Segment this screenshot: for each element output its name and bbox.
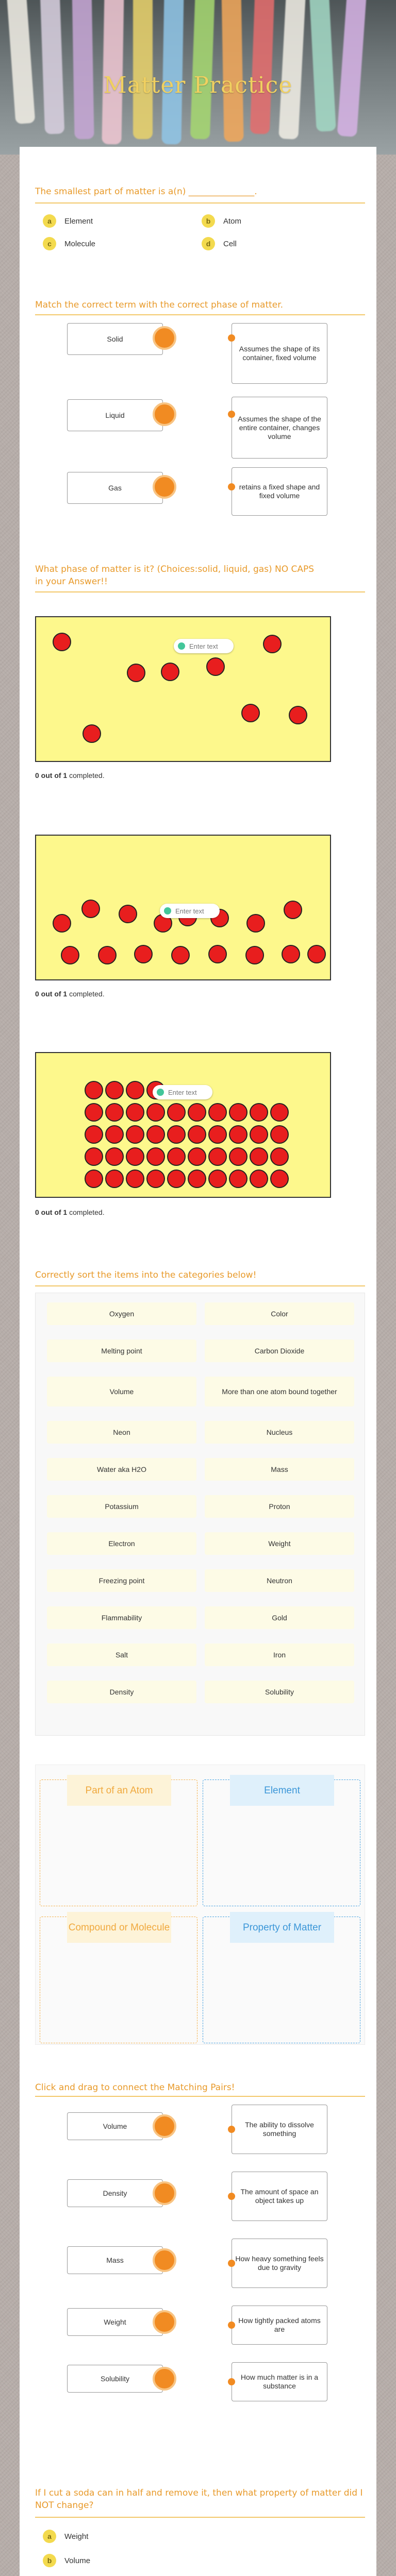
particle [85, 1147, 103, 1166]
divider [35, 1285, 365, 1286]
particle [53, 633, 71, 651]
chalk-image [278, 0, 306, 140]
particle [167, 1103, 186, 1122]
sort-categories-area [35, 1765, 365, 2045]
match-term-liquid[interactable]: Liquid [67, 399, 163, 431]
sort-item[interactable]: Mass [205, 1458, 354, 1481]
particle [250, 1103, 268, 1122]
bucket-label: Property of Matter [230, 1912, 334, 1943]
match-connector-dot[interactable] [228, 2260, 235, 2267]
particle [161, 663, 179, 681]
phase-image-1 [35, 616, 331, 762]
chalk-image [190, 0, 215, 140]
phase-image-2 [35, 835, 331, 980]
option-letter: a [43, 214, 56, 228]
match-term[interactable]: Weight [67, 2308, 163, 2336]
bucket-label: Element [230, 1775, 334, 1806]
particle [246, 914, 265, 933]
sort-item[interactable]: Potassium [47, 1495, 196, 1518]
particle [250, 1125, 268, 1144]
particle [208, 1103, 227, 1122]
divider [35, 2517, 365, 2518]
bucket-label: Compound or Molecule [67, 1912, 171, 1943]
particle [188, 1125, 206, 1144]
sort-item[interactable]: Carbon Dioxide [205, 1340, 354, 1362]
sort-item[interactable]: Gold [205, 1606, 354, 1629]
particle [229, 1147, 248, 1166]
particle [146, 1147, 165, 1166]
question-4-title: Correctly sort the items into the categories below! [35, 1270, 257, 1280]
match-connector-dot[interactable] [153, 2248, 176, 2272]
match-term-gas[interactable]: Gas [67, 472, 163, 504]
chalk-image [133, 0, 153, 139]
sort-item[interactable]: Oxygen [47, 1302, 196, 1325]
match-term[interactable]: Solubility [67, 2365, 163, 2393]
particle [208, 1170, 227, 1188]
particle [167, 1147, 186, 1166]
bucket-label: Part of an Atom [67, 1775, 171, 1806]
worksheet-card [20, 147, 376, 2576]
input-dot-icon [178, 642, 185, 650]
sort-item[interactable]: More than one atom bound together [205, 1377, 354, 1406]
sort-item[interactable]: Iron [205, 1643, 354, 1666]
sort-item[interactable]: Flammability [47, 1606, 196, 1629]
particle [188, 1147, 206, 1166]
particle [126, 1147, 144, 1166]
match-connector-dot[interactable] [153, 2310, 176, 2334]
particle [208, 1125, 227, 1144]
particle [206, 657, 225, 676]
bucket-element[interactable] [203, 1780, 360, 1906]
option-letter: d [202, 237, 215, 250]
match-connector-dot[interactable] [228, 411, 235, 418]
particle [98, 946, 117, 964]
input-placeholder: Enter text [168, 1088, 197, 1096]
particle [289, 706, 307, 724]
particle [134, 945, 153, 963]
input-placeholder: Enter text [189, 642, 218, 650]
match-connector-dot[interactable] [228, 2193, 235, 2200]
particle [81, 900, 100, 918]
option-c[interactable] [43, 237, 95, 250]
question-3-title: What phase of matter is it? (Choices:solid, liquid, gas) NO CAPS in your Answer!! [35, 564, 315, 587]
match-connector-dot[interactable] [228, 483, 235, 490]
match-connector-dot[interactable] [153, 2114, 176, 2138]
divider [35, 202, 365, 204]
sort-item[interactable]: Freezing point [47, 1569, 196, 1592]
bucket-compound-molecule[interactable] [40, 1917, 197, 2043]
match-connector-dot[interactable] [228, 2378, 235, 2385]
particle [85, 1170, 103, 1188]
particle [126, 1170, 144, 1188]
answer-input[interactable] [153, 1085, 212, 1099]
match-term[interactable]: Mass [67, 2246, 163, 2274]
chalk-image [250, 0, 275, 134]
completion-status: 0 out of 1 completed. [35, 771, 105, 779]
input-dot-icon [157, 1089, 164, 1096]
particle [284, 901, 302, 919]
completion-status: 0 out of 1 completed. [35, 1208, 105, 1216]
match-definition[interactable]: retains a fixed shape and fixed volume [232, 467, 327, 516]
option-letter: c [43, 237, 56, 250]
divider [35, 2096, 365, 2097]
option-label: Volume [64, 2556, 91, 2565]
particle [126, 1125, 144, 1144]
answer-input[interactable] [174, 639, 234, 653]
particle [250, 1147, 268, 1166]
particle [85, 1103, 103, 1122]
match-term[interactable]: Density [67, 2179, 163, 2207]
particle [270, 1103, 289, 1122]
page-title: Matter Practice [103, 72, 293, 98]
option-a[interactable] [43, 214, 93, 228]
match-connector-dot[interactable] [153, 326, 176, 350]
particle [263, 635, 282, 653]
particle [282, 945, 300, 963]
sort-items-area [35, 1293, 365, 1736]
match-connector-dot[interactable] [153, 2181, 176, 2205]
particle [105, 1170, 124, 1188]
particle [229, 1170, 248, 1188]
particle [208, 1147, 227, 1166]
option-letter: b [43, 2554, 56, 2567]
sort-item[interactable]: Color [205, 1302, 354, 1325]
match-definition[interactable]: The ability to dissolve something [232, 2105, 327, 2154]
particle [188, 1103, 206, 1122]
particle [167, 1170, 186, 1188]
particle [307, 945, 326, 963]
option-d[interactable] [202, 237, 237, 250]
sort-item[interactable]: Melting point [47, 1340, 196, 1362]
particle [270, 1125, 289, 1144]
particle [85, 1081, 103, 1099]
particle [229, 1103, 248, 1122]
option-letter: b [202, 214, 215, 228]
particle [61, 946, 79, 964]
particle [53, 914, 71, 933]
match-connector-dot[interactable] [153, 475, 176, 499]
particle [146, 1103, 165, 1122]
particle [119, 905, 137, 923]
particle [171, 946, 190, 964]
sort-item[interactable]: Neutron [205, 1569, 354, 1592]
chalk-image [221, 0, 243, 142]
particle [126, 1081, 144, 1099]
particle [85, 1125, 103, 1144]
question-2-title: Match the correct term with the correct phase of matter. [35, 300, 284, 310]
header-banner [0, 0, 396, 155]
particle [82, 724, 101, 743]
particle [127, 664, 145, 682]
match-term[interactable]: Volume [67, 2112, 163, 2140]
particle [245, 946, 264, 964]
sort-item[interactable]: Density [47, 1681, 196, 1703]
bucket-property-of-matter[interactable] [203, 1917, 360, 2043]
particle [126, 1103, 144, 1122]
option-label: Weight [64, 2532, 89, 2541]
particle [270, 1170, 289, 1188]
option-label: Molecule [64, 239, 96, 248]
chalk-image [5, 0, 36, 124]
option-b[interactable] [202, 214, 241, 228]
match-connector-dot[interactable] [228, 334, 235, 342]
particle [250, 1170, 268, 1188]
completion-status: 0 out of 1 completed. [35, 990, 105, 998]
chalk-image [72, 0, 94, 139]
particle [229, 1125, 248, 1144]
sort-item[interactable]: Neon [47, 1421, 196, 1444]
sort-item[interactable]: Electron [47, 1532, 196, 1555]
chalk-image [337, 0, 368, 137]
sort-item[interactable]: Weight [205, 1532, 354, 1555]
match-connector-dot[interactable] [153, 402, 176, 426]
sort-item[interactable]: Water aka H2O [47, 1458, 196, 1481]
particle [270, 1147, 289, 1166]
particle [105, 1125, 124, 1144]
match-definition[interactable]: How tightly packed atoms are [232, 2306, 327, 2345]
sort-item[interactable]: Solubility [205, 1681, 354, 1703]
question-6-title: If I cut a soda can in half and remove it, then what property of matter did I NOT change? [35, 2488, 363, 2511]
sort-item[interactable]: Proton [205, 1495, 354, 1518]
option-label: Atom [223, 216, 242, 226]
match-definition[interactable]: Assumes the shape of its container, fixed volume [232, 323, 327, 384]
bucket-part-of-atom[interactable] [40, 1780, 197, 1906]
match-definition[interactable]: The amount of space an object takes up [232, 2172, 327, 2221]
particle [167, 1125, 186, 1144]
option-a[interactable] [43, 2530, 88, 2543]
particle [146, 1125, 165, 1144]
sort-item[interactable]: Salt [47, 1643, 196, 1666]
sort-item[interactable]: Nucleus [205, 1421, 354, 1444]
particle [105, 1103, 124, 1122]
option-b[interactable] [43, 2554, 90, 2567]
match-term-solid[interactable]: Solid [67, 323, 163, 355]
particle [146, 1170, 165, 1188]
phase-image-3 [35, 1052, 331, 1198]
question-1-title: The smallest part of matter is a(n) _______________. [35, 187, 257, 197]
match-definition[interactable]: How much matter is in a substance [232, 2362, 327, 2401]
match-connector-dot[interactable] [228, 2321, 235, 2329]
particle [188, 1170, 206, 1188]
chalk-image [40, 0, 64, 134]
option-label: Element [64, 216, 93, 226]
match-definition[interactable]: Assumes the shape of the entire container, changes volume [232, 397, 327, 459]
match-definition[interactable]: How heavy something feels due to gravity [232, 2239, 327, 2288]
answer-input[interactable] [160, 904, 220, 918]
sort-item[interactable]: Volume [47, 1377, 196, 1406]
input-placeholder: Enter text [175, 907, 204, 915]
particle [241, 704, 260, 722]
particle [105, 1081, 124, 1099]
question-5-title: Click and drag to connect the Matching Pairs! [35, 2082, 235, 2093]
match-connector-dot[interactable] [228, 2126, 235, 2133]
divider [35, 591, 365, 592]
chalk-image [308, 0, 336, 132]
option-letter: a [43, 2530, 56, 2543]
input-dot-icon [164, 907, 171, 914]
particle [208, 945, 227, 963]
option-label: Cell [223, 239, 237, 248]
match-connector-dot[interactable] [153, 2367, 176, 2391]
particle [105, 1147, 124, 1166]
divider [35, 314, 365, 315]
